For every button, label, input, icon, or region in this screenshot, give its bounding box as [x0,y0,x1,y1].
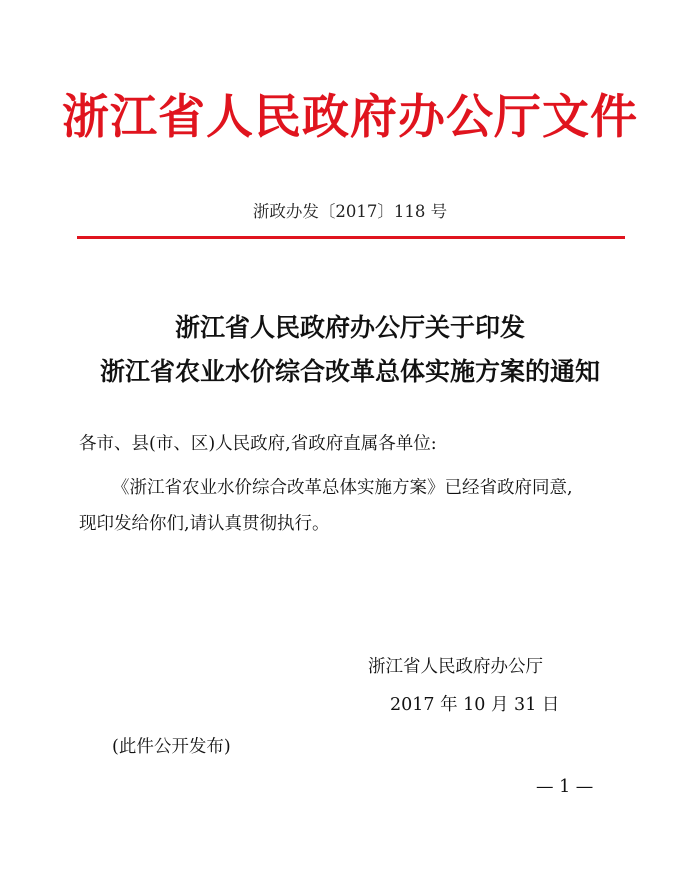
document-number: 浙政办发〔2017〕118 号 [252,202,448,221]
body-paragraph-line-2: 现印发给你们,请认真贯彻执行。 [79,514,330,534]
document-title-line-1: 浙江省人民政府办公厅关于印发 [174,313,525,342]
body-paragraph-line-1: 《浙江省农业水价综合改革总体实施方案》已经省政府同意, [112,478,573,498]
publication-note: (此件公开发布) [112,737,231,757]
salutation: 各市、县(市、区)人民政府,省政府直属各单位: [79,434,437,454]
red-divider-line [77,236,625,239]
document-title-line-2: 浙江省农业水价综合改革总体实施方案的通知 [99,357,600,386]
document-masthead: 浙江省人民政府办公厅文件 [62,90,638,145]
issue-date: 2017 年 10 月 31 日 [390,695,560,715]
issuer-signature: 浙江省人民政府办公厅 [368,657,543,677]
page-number: — 1 — [536,777,594,797]
